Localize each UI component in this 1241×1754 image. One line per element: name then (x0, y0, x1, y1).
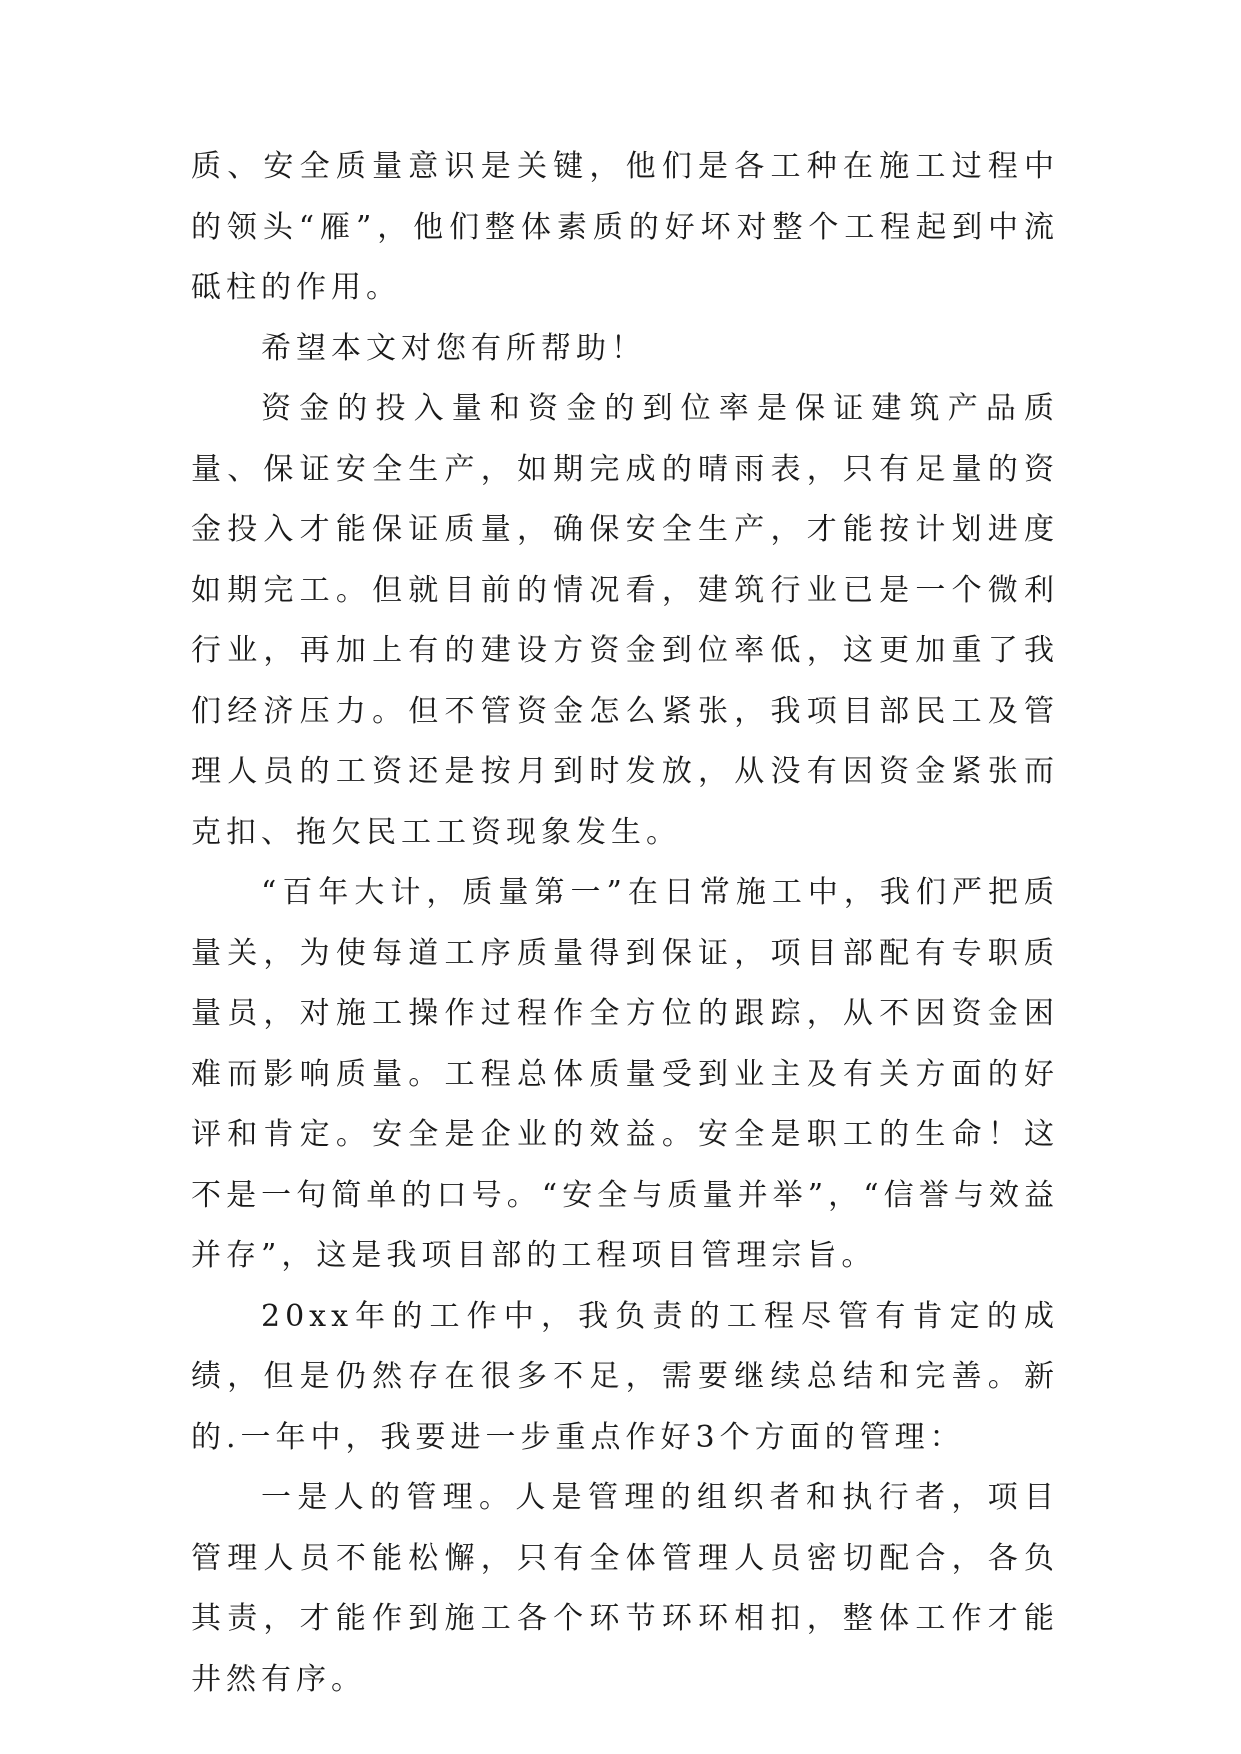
paragraph-1: 质、安全质量意识是关键，他们是各工种在施工过程中的领头“雁”，他们整体素质的好坏对整个工程起到中流砥柱的作用。 (191, 149, 1059, 305)
paragraph-4: “百年大计，质量第一”在日常施工中，我们严把质量关，为使每道工序质量得到保证，项目部配有专职质量员，对施工操作过程作全方位的跟踪，从不因资金困难而影响质量。工程总体质量受到业主及有关方面的好评和肯定。安全是企业的效益。安全是职工的生命！这不是一句简单的口号。“安全与质量并举”，“信誉与效益并存”，这是我项目部的工程项目管理宗旨。 (191, 875, 1059, 1273)
paragraph-5: 20xx年的工作中，我负责的工程尽管有肯定的成绩，但是仍然存在很多不足，需要继续总结和完善。新的.一年中，我要进一步重点作好3个方面的管理： (191, 1298, 1059, 1455)
paragraph-6: 一是人的管理。人是管理的组织者和执行者，项目管理人员不能松懈，只有全体管理人员密切配合，各负其责，才能作到施工各个环节环环相扣，整体工作才能井然有序。 (191, 1480, 1059, 1697)
paragraph-3: 资金的投入量和资金的到位率是保证建筑产品质量、保证安全生产，如期完成的晴雨表，只有足量的资金投入才能保证质量，确保安全生产，才能按计划进度如期完工。但就目前的情况看，建筑行业已是一个微利行业，再加上有的建设方资金到位率低，这更加重了我们经济压力。但不管资金怎么紧张，我项目部民工及管理人员的工资还是按月到时发放，从没有因资金紧张而克扣、拖欠民工工资现象发生。 (191, 391, 1059, 850)
document-body (191, 137, 1059, 1710)
paragraph-2: 希望本文对您有所帮助！ (261, 330, 646, 366)
